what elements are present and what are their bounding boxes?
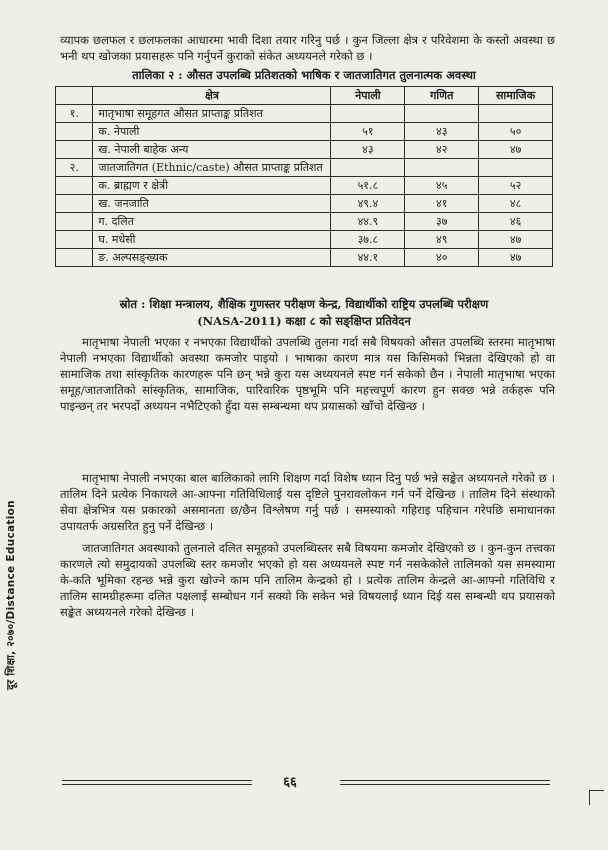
- math-value: ४१: [405, 195, 479, 213]
- math-value: ४३: [405, 123, 479, 141]
- row-number: [56, 195, 93, 213]
- footer-rule-left-thin: [62, 784, 252, 785]
- body-paragraph-2: मातृभाषा नेपाली नभएका बाल बालिकाको लागि शिक्षण गर्दा विशेष ध्यान दिनु पर्छ भन्ने सङ्केत अध्ययनले गरेको छ । तालिम दिने प्रत्येक निकायले आ-आफ्ना गतिविधिलाई यस दृष्टिले पुनरावलोकन गर्न पर्ने देखिन्छ । तालिम दिने संस्थाको सेवा क्षेत्रभित्र यस प्रकारको असमानता छ/छैन विश्लेषण गर्नु पर्छ । समस्याको गहिराइ पहिचान गरेपछि समाधानका उपायतर्फ अग्रसरित हुनु पर्ने देखिन्छ ।: [60, 471, 555, 533]
- header-math: गणित: [405, 87, 479, 105]
- row-number: [56, 249, 93, 267]
- table-row: [56, 141, 553, 159]
- page-number: ६६: [283, 775, 297, 790]
- social-value: ४७: [479, 141, 553, 159]
- row-label: ङ. अल्पसङ्ख्यक: [93, 249, 331, 267]
- body-paragraph-3: जातजातिगत अवस्थाको तुलनाले दलित समूहको उपलब्धिस्तर सबै विषयमा कमजोर देखिएको छ । कुन-कुन तत्त्वका कारणले त्यो समुदायको उपलब्धि स्तर कमजोर भएको हो यस अध्ययनले स्पष्ट गर्न नसकेकोले तालिमको यस समस्यामा के-कति भूमिका रहन्छ भन्ने कुरा खोज्ने काम पनि तालिम केन्द्रको हो । प्रत्येक तालिम केन्द्रले आ-आफ्नो गतिविधि र तालिम सामग्रीहरूमा दलित पक्षलाई सम्बोधन गर्न सक्यो कि सकेन भन्ने विषयलाई ध्यान दिई यस सम्बन्धी थप प्रयासको सङ्केत अध्ययनले गरेको देखिन्छ ।: [60, 541, 555, 619]
- row-label: घ. मधेसी: [93, 231, 331, 249]
- social-value: ४७: [479, 231, 553, 249]
- nepali-value: ४४.९: [331, 213, 405, 231]
- nepali-value: ४३: [331, 141, 405, 159]
- nepali-value: [331, 159, 405, 177]
- math-value: ४९: [405, 231, 479, 249]
- header-category: क्षेत्र: [93, 87, 331, 105]
- table-row: [56, 231, 553, 249]
- row-label: जातजातिगत (Ethnic/caste) औसत प्राप्ताङ्क प्रतिशत: [93, 159, 331, 177]
- row-number: [56, 231, 93, 249]
- table-row: [56, 159, 553, 177]
- math-value: [405, 159, 479, 177]
- row-label: क. नेपाली: [93, 123, 331, 141]
- comparison-table: [55, 86, 553, 267]
- table-row: [56, 195, 553, 213]
- row-number: १.: [56, 105, 93, 123]
- row-number: [56, 141, 93, 159]
- nepali-value: ५१.८: [331, 177, 405, 195]
- table-source: [0, 296, 608, 330]
- math-value: ४२: [405, 141, 479, 159]
- social-value: ४८: [479, 195, 553, 213]
- nepali-value: ३७.८: [331, 231, 405, 249]
- nepali-value: ४४.१: [331, 249, 405, 267]
- social-value: [479, 159, 553, 177]
- table-row: [56, 123, 553, 141]
- header-no: [56, 87, 93, 105]
- body-paragraph-1: मातृभाषा नेपाली भएका र नभएका विद्यार्थीको उपलब्धि तुलना गर्दा सबै विषयको औसत उपलब्धि स्तरमा मातृभाषा नेपाली नभएका विद्यार्थीको अवस्था कमजोर पाइयो । भाषाका कारण मात्र यस किसिमको भिन्नता देखिएको हो वा सामाजिक तथा सांस्कृतिक कारणहरू पनि छन् भन्ने कुरा यस अध्ययनले स्पष्ट गर्न सकेको छैन । नेपाली मातृभाषा भएका समूह/जातजातिको सांस्कृतिक, सामाजिक, पारिवारिक पृष्ठभूमि पनि महत्त्वपूर्ण कारण हुन सक्छ भन्ने तर्कहरू पनि पाइन्छन् तर भरपर्दो अध्ययन नभैटिएको हुँदा यस सम्बन्धमा थप प्रयासको खाँचो देखिन्छ ।: [60, 335, 555, 413]
- row-label: ख. जनजाति: [93, 195, 331, 213]
- footer-rule-right: [340, 780, 550, 781]
- table-row: [56, 105, 553, 123]
- table-row: [56, 249, 553, 267]
- math-value: ४०: [405, 249, 479, 267]
- footer-rule-left: [62, 780, 252, 781]
- source-line-2: (NASA-2011) कक्षा ८ को सङ्क्षिप्त प्रतिवेदन: [197, 314, 411, 328]
- footer-rule-right-thin: [340, 784, 550, 785]
- table-header-row: [56, 87, 553, 105]
- row-label: क. ब्राह्मण र क्षेत्री: [93, 177, 331, 195]
- journal-side-label: दूर शिक्षा, २०७०/Distance Education: [5, 500, 17, 690]
- row-label: ख. नेपाली बाहेक अन्य: [93, 141, 331, 159]
- row-number: [56, 213, 93, 231]
- nepali-value: [331, 105, 405, 123]
- row-label: मातृभाषा समूहगत औसत प्राप्ताङ्क प्रतिशत: [93, 105, 331, 123]
- nepali-value: ५१: [331, 123, 405, 141]
- social-value: ४७: [479, 249, 553, 267]
- source-line-1: स्रोत : शिक्षा मन्त्रालय, शैक्षिक गुणस्तर परीक्षण केन्द्र, विद्यार्थीको राष्ट्रिय उपलब्धि परीक्षण: [119, 297, 489, 311]
- table-row: [56, 213, 553, 231]
- header-nepali: नेपाली: [331, 87, 405, 105]
- header-social: सामाजिक: [479, 87, 553, 105]
- social-value: ४६: [479, 213, 553, 231]
- table-title: तालिका २ : औसत उपलब्धि प्रतिशतको भाषिक र जातजातिगत तुलनात्मक अवस्था: [132, 68, 476, 82]
- row-number: [56, 177, 93, 195]
- row-number: २.: [56, 159, 93, 177]
- table-row: [56, 177, 553, 195]
- math-value: ३७: [405, 213, 479, 231]
- social-value: ५०: [479, 123, 553, 141]
- social-value: [479, 105, 553, 123]
- intro-paragraph: व्यापक छलफल र छलफलका आधारमा भावी दिशा तयार गरिनु पर्छ । कुन जिल्ला क्षेत्र र परिवेशमा के कस्तो अवस्था छ भनी थप खोजका प्रयासहरू पनि गर्नुपर्ने कुराको संकेत अध्ययनले गरेको छ ।: [60, 33, 555, 63]
- row-number: [56, 123, 93, 141]
- row-label: ग. दलित: [93, 213, 331, 231]
- nepali-value: ४९.४: [331, 195, 405, 213]
- math-value: ४५: [405, 177, 479, 195]
- social-value: ५२: [479, 177, 553, 195]
- math-value: [405, 105, 479, 123]
- crop-mark: [589, 790, 604, 805]
